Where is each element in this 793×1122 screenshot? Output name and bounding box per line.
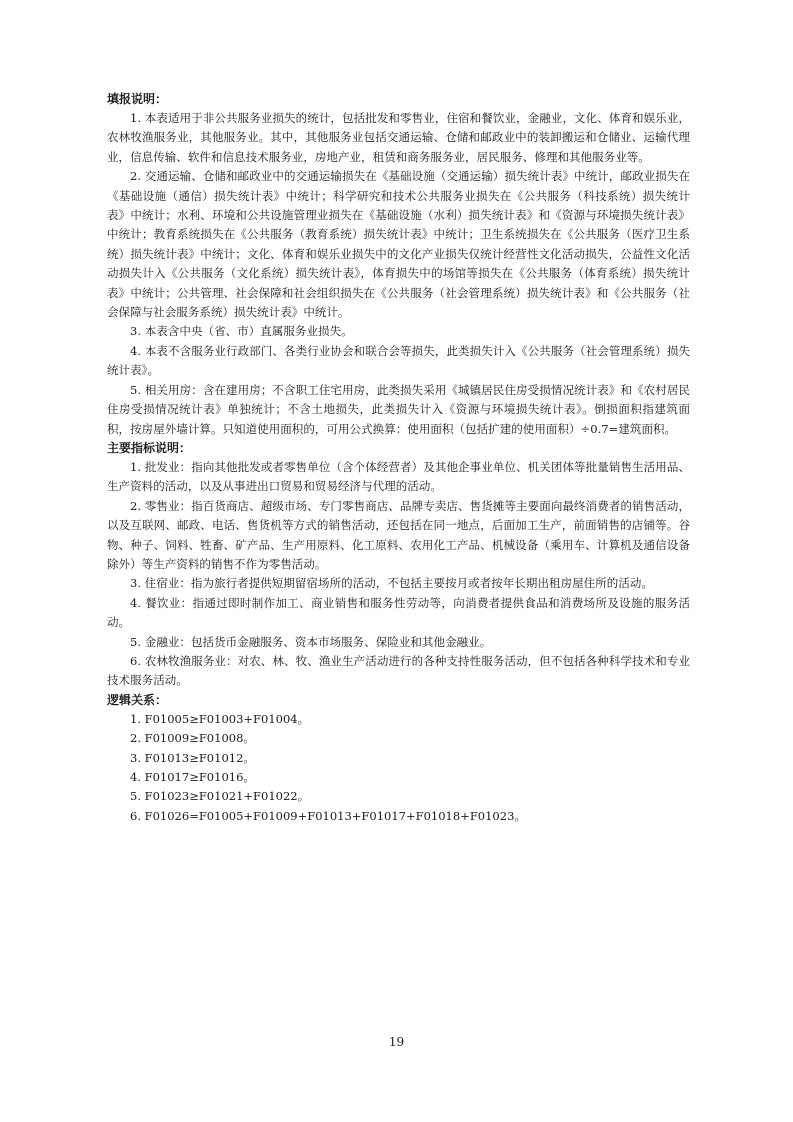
fill-notes-heading: 填报说明：	[107, 92, 168, 106]
document-page	[107, 90, 690, 826]
fill-note-4: 4. 本表不含服务业行政部门、各类行业协会和联合会等损失，此类损失计入《公共服务（社会管理系统）损失统计表》。	[107, 343, 690, 378]
fill-note-2: 2. 交通运输、仓储和邮政业中的交通运输损失在《基础设施（交通运输）损失统计表》中统计，邮政业损失在《基础设施（通信）损失统计表》中统计；科学研究和技术公共服务业损失在《公共服务（科技系统）损失统计表》中统计；水利、环境和公共设施管理业损失在《基础设施（水利）损失统计表》和《资源与环境损失统计表》中统计；教育系统损失在《公共服务（教育系统）损失统计表》中统计；卫生系统损失在《公共服务（医疗卫生系统）损失统计表》中统计；文化、体育和娱乐业损失中的文化产业损失仅统计经营性文化活动损失，公益性文化活动损失计入《公共服务（文化系统）损失统计表》，体育损失中的场馆等损失在《公共服务（体育系统）损失统计表》中统计；公共管理、社会保障和社会组织损失在《公共服务（社会管理系统）损失统计表》和《公共服务（社会保障与社会服务系统）损失统计表》中统计。	[107, 169, 690, 320]
fill-note-5: 5. 相关用房：含在建用房；不含职工住宅用房，此类损失采用《城镇居民住房受损情况统计表》和《农村居民住房受损情况统计表》单独统计；不含土地损失，此类损失计入《资源与环境损失统计表》。倒损面积指建筑面积，按房屋外墙计算。只知道使用面积的，可用公式换算：使用面积（包括扩建的使用面积）÷0.7=建筑面积。	[107, 382, 690, 436]
indicator-note-4: 4. 餐饮业：指通过即时制作加工、商业销售和服务性劳动等，向消费者提供食品和消费场所及设施的服务活动。	[107, 595, 690, 630]
logic-item-4: 4. F01017≥F01016。	[130, 770, 255, 784]
indicator-note-3: 3. 住宿业：指为旅行者提供短期留宿场所的活动，不包括主要按月或者按年长期出租房屋住所的活动。	[130, 576, 653, 591]
indicator-notes-heading: 主要指标说明：	[107, 440, 192, 455]
indicator-note-2: 2. 零售业：指百货商店、超级市场、专门零售商店、品牌专卖店、售货摊等主要面向最终消费者的销售活动，以及互联网、邮政、电话、售货机等方式的销售活动，还包括在同一地点，后面加工生产，前面销售的店铺等。谷物、种子、饲料、牲畜、矿产品、生产用原料、化工原料、农用化工产品、机械设备（乘用车、计算机及通信设备除外）等生产资料的销售不作为零售活动。	[107, 498, 690, 571]
logic-heading: 逻辑关系：	[107, 692, 168, 707]
logic-item-5: 5. F01023≥F01021+F01022。	[130, 789, 310, 804]
indicator-note-6: 6. 农林牧渔服务业：对农、林、牧、渔业生产活动进行的各种支持性服务活动，但不包括各种科学技术和专业技术服务活动。	[107, 653, 690, 688]
page-number: 19	[388, 1035, 405, 1049]
indicator-note-5: 5. 金融业：包括货币金融服务、资本市场服务、保险业和其他金融业。	[130, 634, 492, 649]
logic-item-3: 3. F01013≥F01012。	[130, 750, 255, 765]
fill-note-1: 1. 本表适用于非公共服务业损失的统计，包括批发和零售业，住宿和餐饮业，金融业，文化、体育和娱乐业，农林牧渔服务业，其他服务业。其中，其他服务业包括交通运输、仓储和邮政业中的装卸搬运和仓储业、运输代理业，信息传输、软件和信息技术服务业，房地产业，租赁和商务服务业，居民服务、修理和其他服务业等。	[107, 111, 690, 164]
logic-item-2: 2. F01009≥F01008。	[130, 731, 255, 746]
logic-item-1: 1. F01005≥F01003+F01004。	[130, 711, 310, 726]
fill-note-3: 3. 本表含中央（省、市）直属服务业损失。	[130, 324, 353, 339]
logic-item-6: 6. F01026=F01005+F01009+F01013+F01017+F01018+F01023。	[130, 808, 526, 823]
indicator-note-1: 1. 批发业：指向其他批发或者零售单位（含个体经营者）及其他企事业单位、机关团体等批量销售生活用品、生产资料的活动，以及从事进出口贸易和贸易经济与代理的活动。	[107, 459, 690, 494]
